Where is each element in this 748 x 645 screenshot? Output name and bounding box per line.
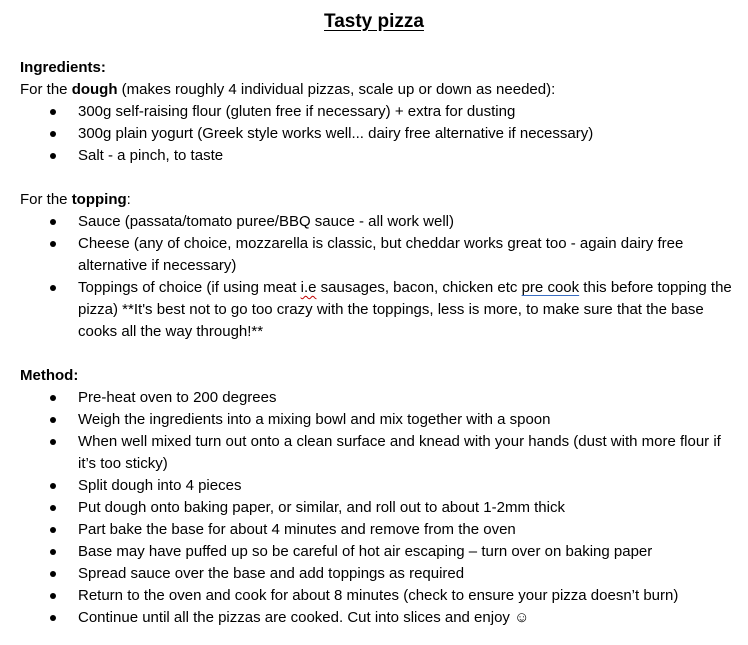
list-item: Cheese (any of choice, mozzarella is classic, but cheddar works great too - again dairy free alternative if necessary) [20, 233, 735, 277]
bullet-icon [50, 505, 56, 511]
list-item: Part bake the base for about 4 minutes and remove from the oven [20, 519, 735, 541]
bullet-icon [50, 549, 56, 555]
list-item: Spread sauce over the base and add toppings as required [20, 563, 735, 585]
list-item: Sauce (passata/tomato puree/BBQ sauce - all work well) [20, 211, 735, 233]
list-item: Weigh the ingredients into a mixing bowl and mix together with a spoon [20, 409, 735, 431]
dough-list [20, 101, 735, 167]
bullet-icon [50, 395, 56, 401]
grammar-flag: pre cook [521, 279, 580, 296]
bullet-icon [50, 615, 56, 621]
bullet-icon [50, 109, 56, 115]
bullet-icon [50, 241, 56, 247]
list-item: Pre-heat oven to 200 degrees [20, 387, 735, 409]
list-item: When well mixed turn out onto a clean surface and knead with your hands (dust with more flour if it’s too sticky) [20, 431, 735, 475]
bullet-icon [50, 131, 56, 137]
list-item: 300g plain yogurt (Greek style works well... dairy free alternative if necessary) [20, 123, 735, 145]
list-item: Put dough onto baking paper, or similar, and roll out to about 1-2mm thick [20, 497, 735, 519]
topping-list [20, 211, 735, 343]
list-item: Salt - a pinch, to taste [20, 145, 735, 167]
bullet-icon [50, 527, 56, 533]
bullet-icon [50, 219, 56, 225]
ingredients-heading: Ingredients: [20, 59, 106, 76]
bullet-icon [50, 593, 56, 599]
list-item: Continue until all the pizzas are cooked. Cut into slices and enjoy ☺ [20, 607, 735, 629]
title-text: Tasty pizza [324, 11, 424, 32]
spacer [20, 167, 735, 189]
bullet-icon [50, 439, 56, 445]
document-title [0, 9, 748, 35]
document-body [20, 57, 735, 629]
bullet-icon [50, 417, 56, 423]
list-item: Base may have puffed up so be careful of hot air escaping – turn over on baking paper [20, 541, 735, 563]
list-item: Return to the oven and cook for about 8 minutes (check to ensure your pizza doesn’t burn) [20, 585, 735, 607]
method-heading: Method: [20, 367, 79, 384]
list-item: Split dough into 4 pieces [20, 475, 735, 497]
bullet-icon [50, 571, 56, 577]
bullet-icon [50, 285, 56, 291]
list-item: Toppings of choice (if using meat i.e sausages, bacon, chicken etc pre cook this before topping the pizza) **It's best not to go too crazy with the toppings, less is more, to make sure that the base cooks all the way through!** [20, 277, 735, 343]
bullet-icon [50, 153, 56, 159]
spacer [20, 343, 735, 365]
list-item: 300g self-raising flour (gluten free if necessary) + extra for dusting [20, 101, 735, 123]
method-list [20, 387, 735, 629]
bullet-icon [50, 483, 56, 489]
topping-intro: For the topping: [20, 191, 131, 208]
spelling-flag: i.e [300, 279, 317, 296]
dough-intro: For the dough (makes roughly 4 individual pizzas, scale up or down as needed): [20, 81, 556, 98]
